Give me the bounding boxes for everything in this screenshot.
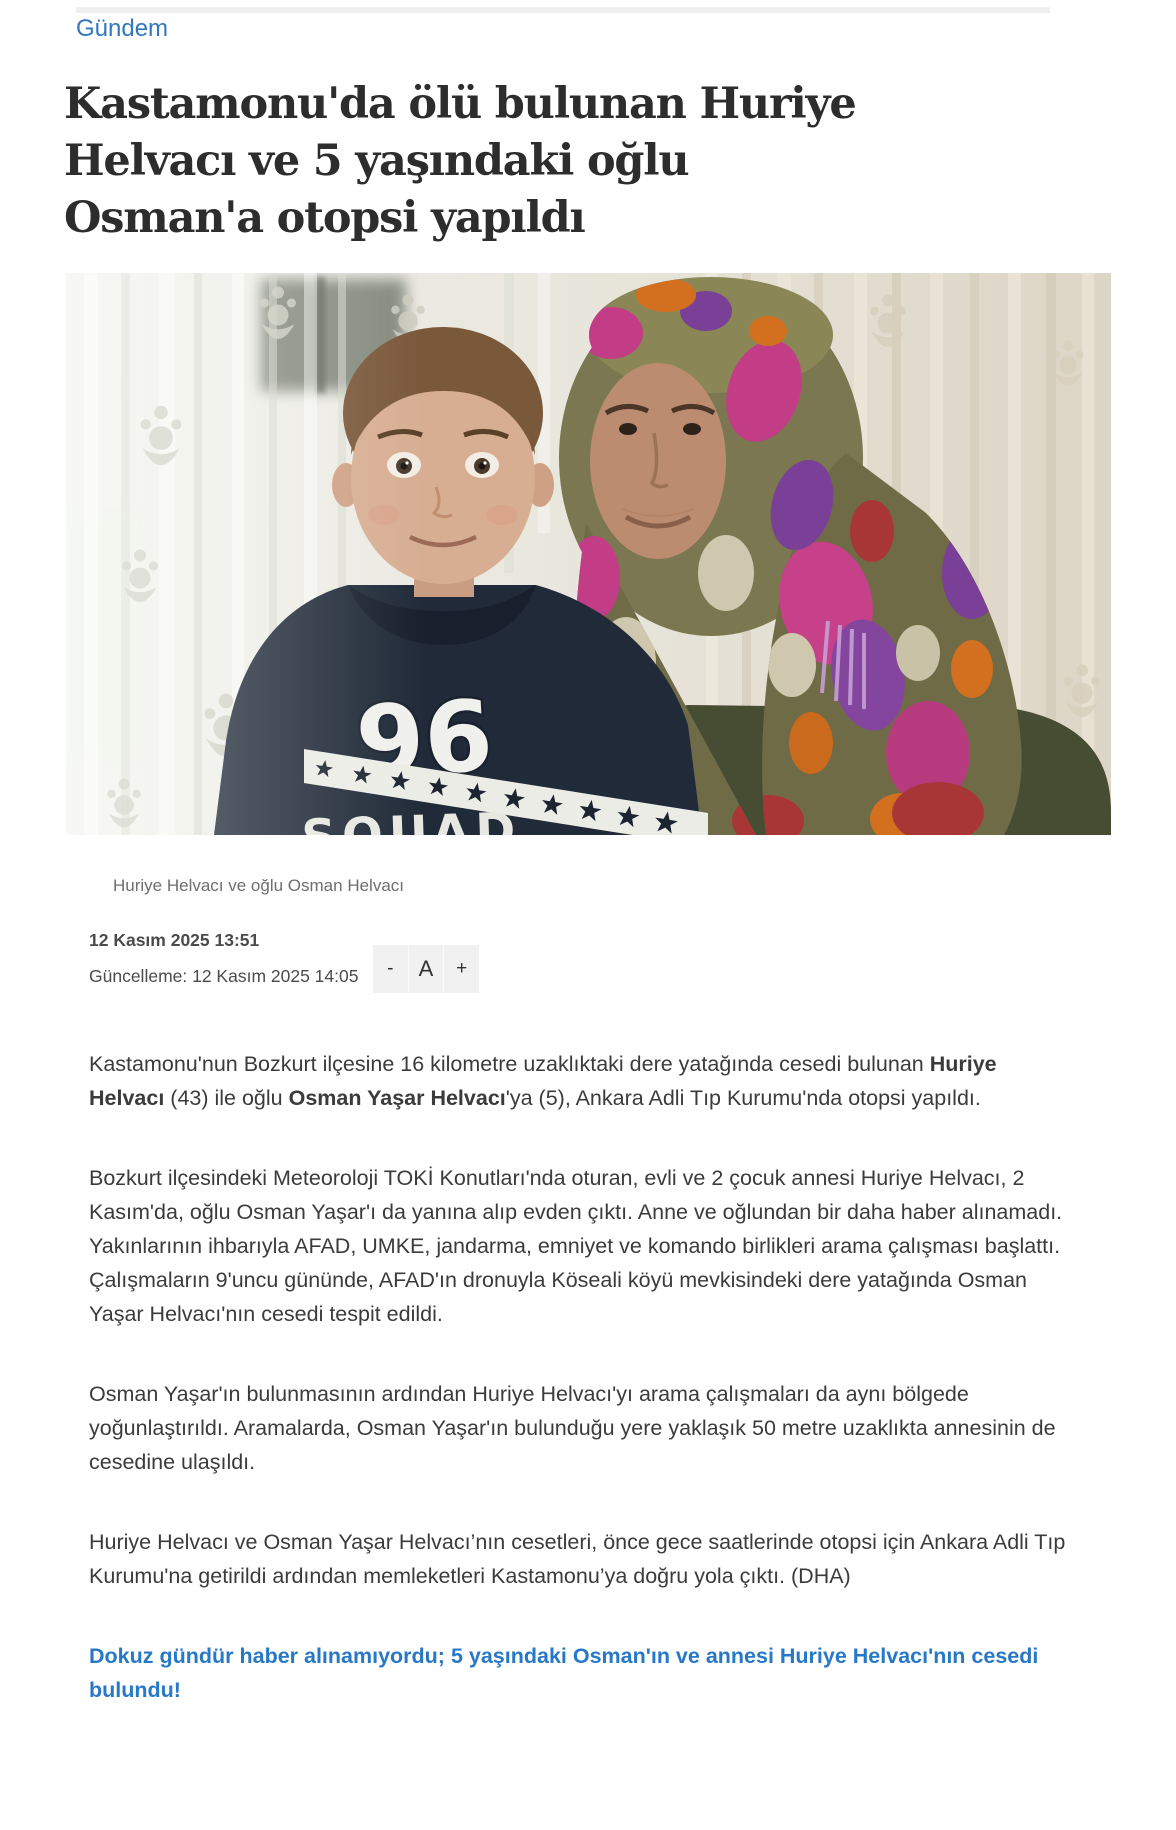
photo-caption: Huriye Helvacı ve oğlu Osman Helvacı	[113, 876, 405, 895]
update-date: Güncelleme: 12 Kasım 2025 14:05	[89, 966, 359, 986]
related-news	[89, 1639, 1074, 1707]
font-decrease-button[interactable]: -	[373, 945, 408, 993]
article-body	[89, 1047, 1074, 1753]
window-glare	[66, 273, 426, 835]
woman-face	[590, 363, 726, 559]
font-increase-button[interactable]: +	[443, 945, 479, 993]
article-paragraph: Bozkurt ilçesindeki Meteoroloji TOKİ Konutları'nda oturan, evli ve 2 çocuk annesi Huriye Helvacı, 2 Kasım'da, oğlu Osman Yaşar'ı da yanına alıp evden çıktı. Anne ve oğlundan bir daha haber alınamadı. Yakınlarının ihbarıyla AFAD, UMKE, jandarma, emniyet ve komando birlikleri arama çalışması başlattı. Çalışmaların 9'uncu gününde, AFAD'ın dronuyla Köseali köyü mevkisindeki dere yatağında Osman Yaşar Helvacı'nın cesedi tespit edildi.	[89, 1166, 1063, 1326]
article-paragraph: Osman Yaşar'ın bulunmasının ardından Huriye Helvacı'yı arama çalışmaları da aynı bölgede yoğunlaştırıldı. Aramalarda, Osman Yaşar'ın bulunduğu yere yaklaşık 50 metre uzaklıkta annesinin de cesedine ulaşıldı.	[89, 1382, 1056, 1474]
article-title: Kastamonu'da ölü bulunan Huriye Helvacı ve 5 yaşındaki oğlu Osman'a otopsi yapıldı	[64, 79, 856, 243]
header-divider-bar	[76, 7, 1050, 13]
publish-date: 12 Kasım 2025 13:51	[89, 930, 260, 950]
article-photo	[66, 273, 1111, 835]
related-news-link[interactable]: Dokuz gündür haber alınamıyordu; 5 yaşındaki Osman'ın ve annesi Huriye Helvacı'nın cesedi bulundu!	[89, 1644, 1039, 1702]
font-size-widget	[373, 945, 479, 993]
font-reset-button[interactable]: A	[408, 945, 444, 993]
article-paragraph: Huriye Helvacı ve Osman Yaşar Helvacı’nın cesetleri, önce gece saatlerinde otopsi için Ankara Adli Tıp Kurumu'na getirildi ardından memleketleri Kastamonu’ya doğru yola çıktı. (DHA)	[89, 1530, 1066, 1588]
article-paragraph: Kastamonu'nun Bozkurt ilçesine 16 kilometre uzaklıktaki dere yatağında cesedi bulunan Huriye Helvacı (43) ile oğlu Osman Yaşar Helvacı'ya (5), Ankara Adli Tıp Kurumu'nda otopsi yapıldı.	[89, 1052, 997, 1110]
breadcrumb-category-link[interactable]: Gündem	[76, 15, 169, 42]
article-paragraphs	[89, 1047, 1074, 1593]
